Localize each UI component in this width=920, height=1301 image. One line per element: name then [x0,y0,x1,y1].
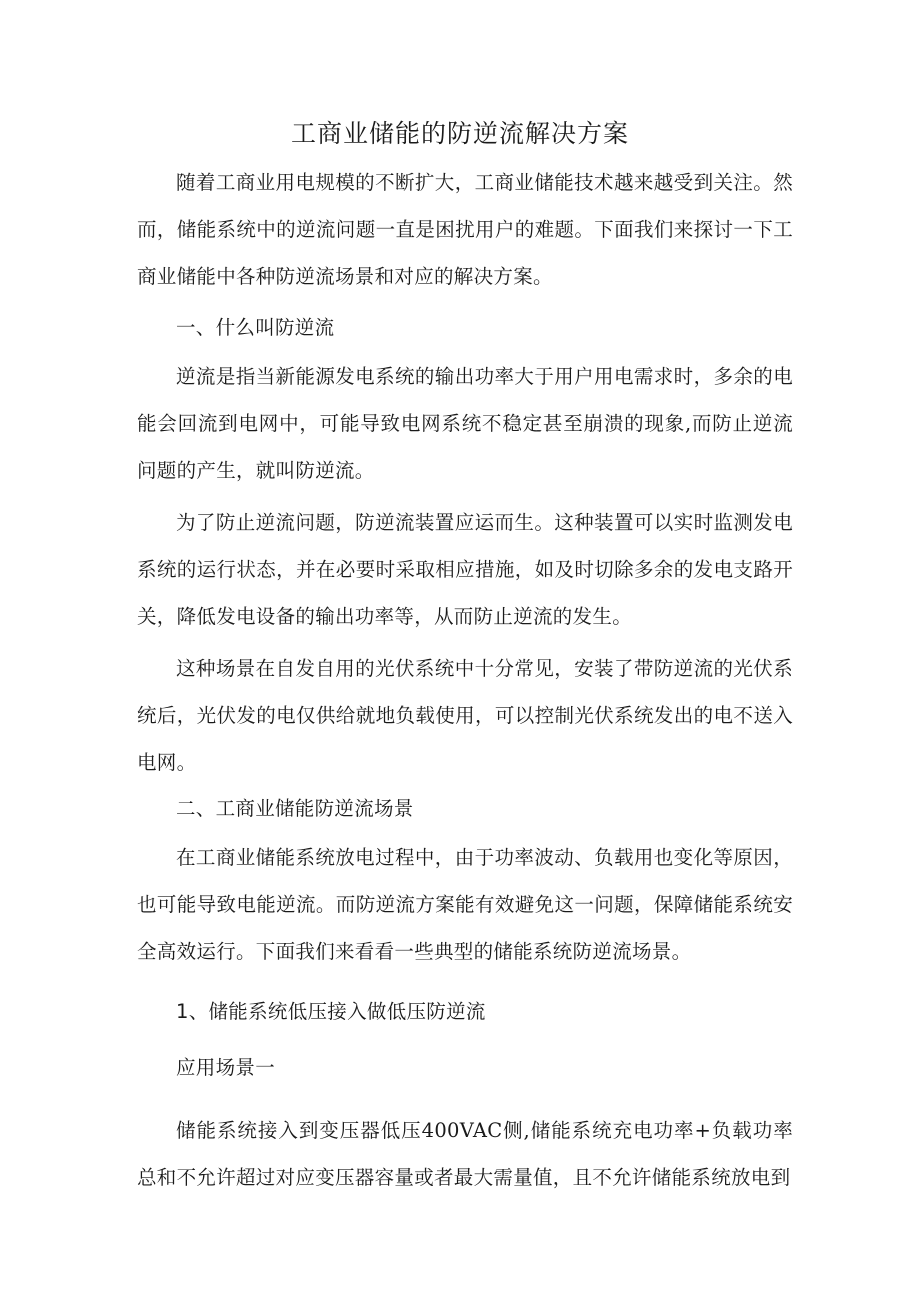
section2-paragraph-1: 在工商业储能系统放电过程中，由于功率波动、负载用也变化等原因，也可能导致电能逆流。而防逆流方案能有效避免这一问题，保障储能系统安全高效运行。下面我们来看看一些典型的储能系统防逆流场景。 [137,846,793,963]
section1-paragraph-2: 为了防止逆流问题，防逆流装置应运而生。这种装置可以实时监测发电系统的运行状态，并在必要时采取相应措施，如及时切除多余的发电支路开关，降低发电设备的输出功率等，从而防止逆流的发生。 [137,511,793,628]
document-title: 工商业储能的防逆流解决方案 [290,119,629,148]
section1-paragraph-3: 这种场景在自发自用的光伏系统中十分常见，安装了带防逆流的光伏系统后，光伏发的电仅供给就地负载使用，可以控制光伏系统发出的电不送入电网。 [137,657,793,774]
section1-paragraph-1: 逆流是指当新能源发电系统的输出功率大于用户用电需求时，多余的电能会回流到电网中，可能导致电网系统不稳定甚至崩溃的现象,而防止逆流问题的产生，就叫防逆流。 [137,365,793,482]
subsection-heading-low-voltage: 1、储能系统低压接入做低压防逆流 [176,1000,486,1023]
section-heading-storage-scenarios: 二、工商业储能防逆流场景 [176,797,414,820]
scenario1-paragraph: 储能系统接入到变压器低压400VAC侧,储能系统充电功率+负载功率总和不允许超过对应变压器容量或者最大需量值，且不允许储能系统放电到 [137,1119,793,1189]
intro-paragraph: 随着工商业用电规模的不断扩大，工商业储能技术越来越受到关注。然而，储能系统中的逆流问题一直是困扰用户的难题。下面我们来探讨一下工商业储能中各种防逆流场景和对应的解决方案。 [137,171,793,288]
section-heading-what-is-anti-backflow: 一、什么叫防逆流 [176,316,335,339]
scenario-heading-one: 应用场景一 [176,1056,276,1079]
